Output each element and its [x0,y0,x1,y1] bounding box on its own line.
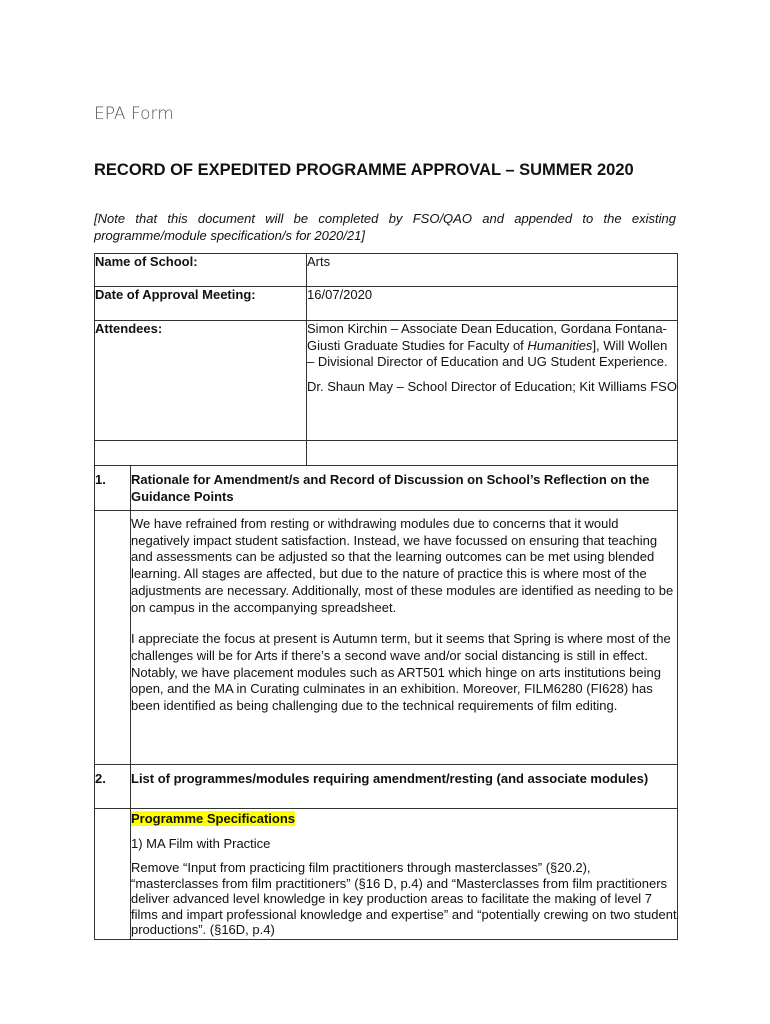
programme-specifications-heading [131,811,677,828]
school-value: Arts [307,254,678,287]
document-title: RECORD OF EXPEDITED PROGRAMME APPROVAL – SUMMER 2020 [94,161,634,179]
attendees-text-b: ], Will Wollen – Divisional Director of Education and UG Student Experience. [307,337,668,370]
section-2-body [131,809,678,940]
section-1-paragraph-2: I appreciate the focus at present is Autumn term, but it seems that Spring is where most of the challenges will be for Arts if there’s a second wave and/or social distancing is still in effect. Notably, we have placement modules such as ART501 which hinge on arts institutions being open, and the MA in Curating culminates in an exhibition. Moreover, FILM6280 (FI628) has been identified as being challenging due to the technical requirements of film editing. [131,631,671,714]
attendees-label: Attendees: [95,321,307,441]
section-2-body-row [95,809,678,940]
attendees-paragraph-1 [307,321,677,371]
attendees-value [307,321,678,441]
section-1-paragraph-1: We have refrained from resting or withdrawing modules due to concerns that it would negatively impact student satisfaction. Instead, we have focussed on ensuring that teaching and assessments can be adjusted so that the learning outcomes can be met using blended learning. All stages are affected, but due to the nature of practice this is where most of the adjustments are necessary. Additionally, most of these modules are identified as needing to be on campus in the accompanying spreadsheet. [131,516,674,615]
section-2-number-spacer [95,809,131,940]
section-2-number: 2. [95,765,131,809]
section-1-heading-row [95,466,678,511]
empty-row [95,441,678,466]
attendees-row [95,321,678,441]
attendees-text-italic: Humanities [527,337,593,353]
programme-specifications-highlight: Programme Specifications [131,811,295,826]
section-1-heading: Rationale for Amendment/s and Record of Discussion on School’s Reflection on the Guidance Points [131,466,678,511]
document-note: [Note that this document will be completed by FSO/QAO and appended to the existing programme/module specification/s for 2020/21] [94,211,676,243]
programme-item-1: 1) MA Film with Practice [131,835,271,851]
school-label: Name of School: [95,254,307,287]
form-label: EPA Form [94,104,174,124]
programme-item-1-detail: Remove “Input from practicing film practitioners through masterclasses” (§20.2), “masterclasses from film practitioners” (§16 D, p.4) and “Masterclasses from film practitioners deliver advanced level knowledge in key production areas to facilitate the making of level 7 films and impart professional knowledge and expertise” and “potentially crewing on two student productions”. (§16D, p.4) [131,860,677,938]
attendees-text-a: Simon Kirchin – Associate Dean Education, Gordana Fontana-Giusti Graduate Studies for Faculty of [307,321,667,353]
section-2-heading-row [95,765,678,809]
empty-cell-left [95,441,307,466]
section-1-body-row [95,511,678,765]
section-1-body [131,511,678,765]
empty-cell-right [307,441,678,466]
date-label: Date of Approval Meeting: [95,287,307,321]
approval-record-table [94,253,678,940]
date-row [95,287,678,321]
section-2-heading: List of programmes/modules requiring amendment/resting (and associate modules) [131,765,678,809]
section-1-number: 1. [95,466,131,511]
section-1-number-spacer [95,511,131,765]
attendees-paragraph-2: Dr. Shaun May – School Director of Education; Kit Williams FSO [307,379,677,395]
school-row [95,254,678,287]
date-value: 16/07/2020 [307,287,678,321]
